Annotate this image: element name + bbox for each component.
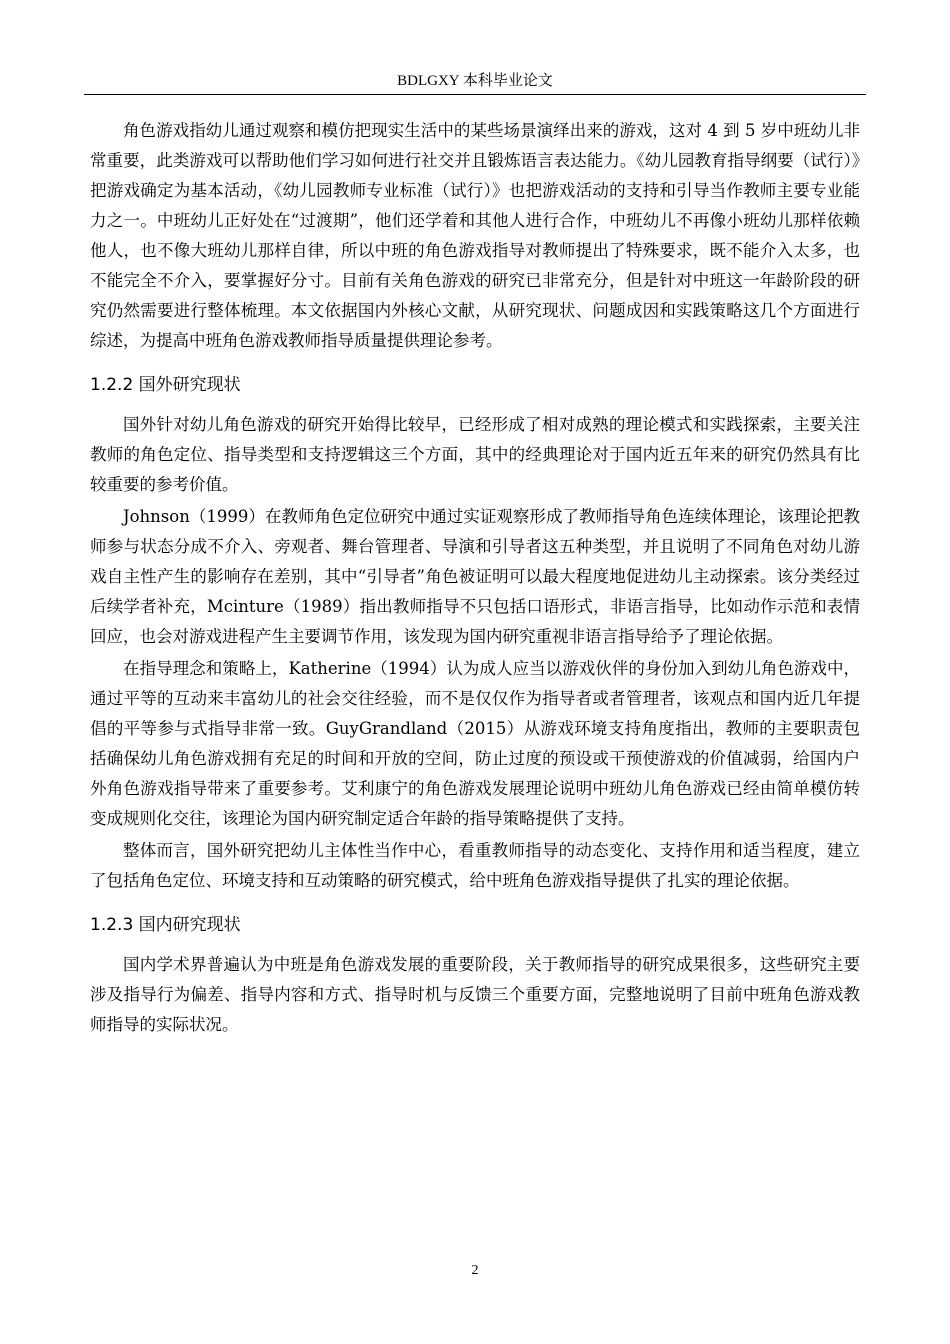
body-paragraph: 国内学术界普遍认为中班是角色游戏发展的重要阶段，关于教师指导的研究成果很多，这些研究主要涉及指导行为偏差、指导内容和方式、指导时机与反馈三个重要方面，完整地说明了目前中班角色游戏教师指导的实际状况。 [90,955,860,1034]
body-paragraph: 整体而言，国外研究把幼儿主体性当作中心，看重教师指导的动态变化、支持作用和适当程度，建立了包括角色定位、环境支持和互动策略的研究模式，给中班角色游戏指导提供了扎实的理论依据。 [90,841,860,890]
section-heading-domestic-research: 1.2.3 国内研究现状 [90,915,241,935]
section-heading-foreign-research: 1.2.2 国外研究现状 [90,375,241,395]
running-header: BDLGXY 本科毕业论文 [397,73,553,89]
page-number: 2 [471,1263,479,1278]
header-rule [84,94,866,95]
body-paragraph: 在指导理念和策略上，Katherine（1994）认为成人应当以游戏伙伴的身份加入到幼儿角色游戏中，通过平等的互动来丰富幼儿的社会交往经验，而不是仅仅作为指导者或者管理者，该观点和国内近几年提倡的平等参与式指导非常一致。GuyGrandland（2015）从游戏环境支持角度指出，教师的主要职责包括确保幼儿角色游戏拥有充足的时间和开放的空间，防止过度的预设或干预使游戏的价值减弱，给国内户外角色游戏指导带来了重要参考。艾利康宁的角色游戏发展理论说明中班幼儿角色游戏已经由简单模仿转变成规则化交往，该理论为国内研究制定适合年龄的指导策略提供了支持。 [90,659,860,828]
body-paragraph: 国外针对幼儿角色游戏的研究开始得比较早，已经形成了相对成熟的理论模式和实践探索，主要关注教师的角色定位、指导类型和支持逻辑这三个方面，其中的经典理论对于国内近五年来的研究仍然具有比较重要的参考价值。 [90,415,860,494]
body-paragraph: Johnson（1999）在教师角色定位研究中通过实证观察形成了教师指导角色连续体理论，该理论把教师参与状态分成不介入、旁观者、舞台管理者、导演和引导者这五种类型，并且说明了不同角色对幼儿游戏自主性产生的影响存在差别，其中“引导者”角色被证明可以最大程度地促进幼儿主动探索。该分类经过后续学者补充，Mcinture（1989）指出教师指导不只包括口语形式，非语言指导，比如动作示范和表情回应，也会对游戏进程产生主要调节作用，该发现为国内研究重视非语言指导给予了理论依据。 [90,507,860,646]
intro-paragraph: 角色游戏指幼儿通过观察和模仿把现实生活中的某些场景演绎出来的游戏，这对 4 到 5 岁中班幼儿非常重要，此类游戏可以帮助他们学习如何进行社交并且锻炼语言表达能力。《幼儿园教育指导纲要（试行）》把游戏确定为基本活动，《幼儿园教师专业标准（试行）》也把游戏活动的支持和引导当作教师主要专业能力之一。中班幼儿正好处在“过渡期”，他们还学着和其他人进行合作，中班幼儿不再像小班幼儿那样依赖他人，也不像大班幼儿那样自律，所以中班的角色游戏指导对教师提出了特殊要求，既不能介入太多，也不能完全不介入，要掌握好分寸。目前有关角色游戏的研究已非常充分，但是针对中班这一年龄阶段的研究仍然需要进行整体梳理。本文依据国内外核心文献，从研究现状、问题成因和实践策略这几个方面进行综述，为提高中班角色游戏教师指导质量提供理论参考。 [90,121,860,350]
page-body [90,116,860,1040]
